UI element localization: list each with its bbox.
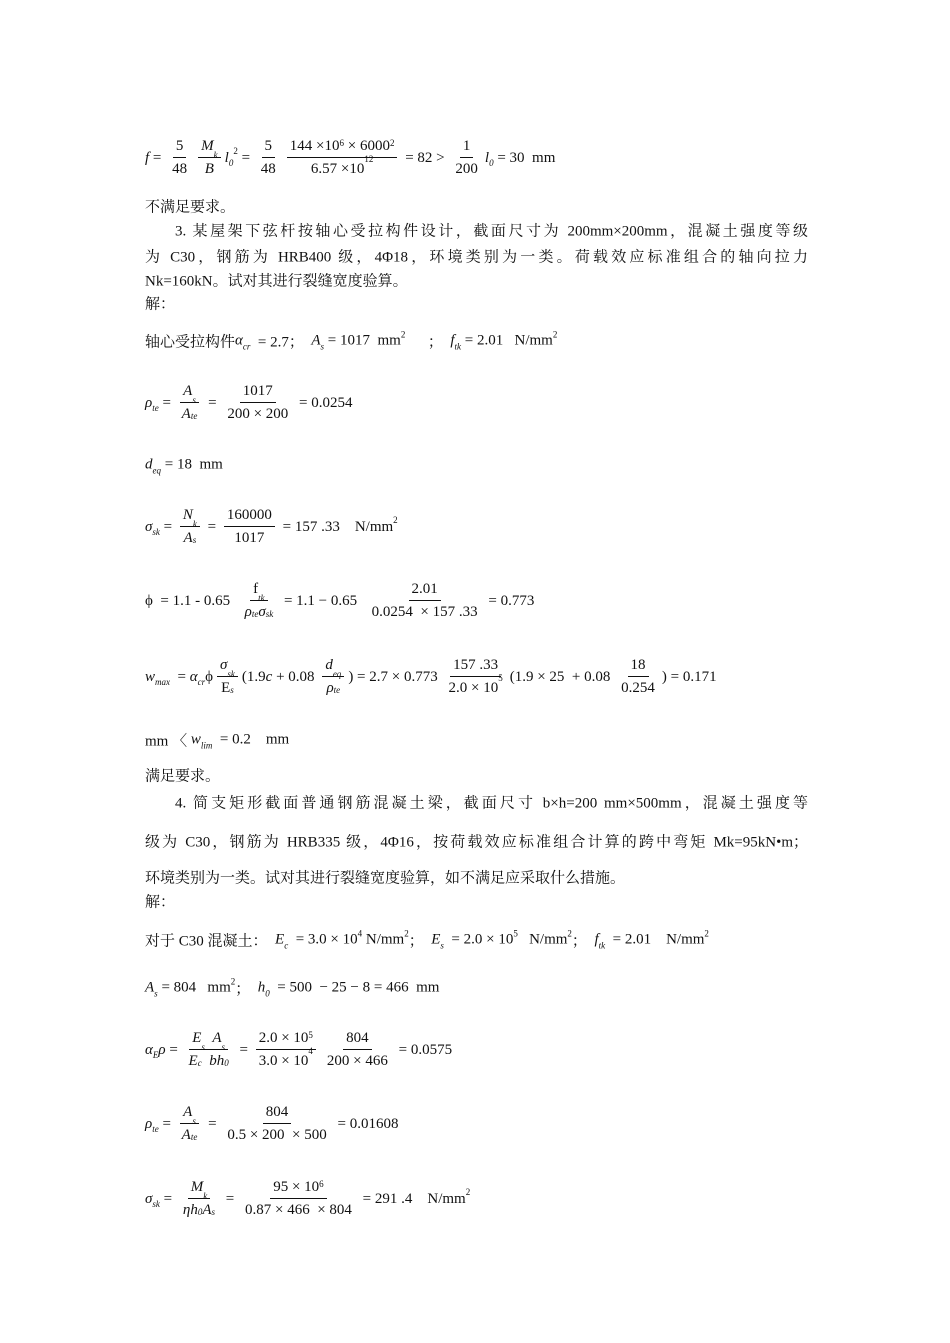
fraction-numerator bbox=[250, 581, 268, 601]
fraction-denominator bbox=[186, 1050, 232, 1070]
math-text: 95 × 10 bbox=[273, 1179, 320, 1195]
math-text: = bbox=[165, 1041, 182, 1058]
fraction-numerator bbox=[217, 657, 238, 677]
math-subscript: 0 bbox=[265, 988, 270, 998]
math-text: 轴心受拉构件 bbox=[145, 334, 236, 351]
formula-line bbox=[145, 930, 709, 951]
math-superscript: 2 bbox=[465, 1187, 471, 1197]
math-superscript: 4 bbox=[308, 1046, 313, 1056]
math-text: = 82 > bbox=[401, 149, 449, 166]
math-subscript: te bbox=[152, 403, 159, 413]
math-text: = bbox=[237, 149, 254, 166]
math-variable: A bbox=[202, 1202, 212, 1218]
math-variable: ρ bbox=[326, 680, 334, 696]
fraction-denominator bbox=[445, 673, 505, 697]
math-subscript: k bbox=[213, 150, 218, 160]
fraction-denominator bbox=[324, 1050, 391, 1070]
math-text: mm 〈 bbox=[145, 733, 191, 750]
math-variable: A bbox=[145, 979, 155, 996]
math-text: 157 .33 bbox=[453, 657, 499, 673]
math-text: 5 bbox=[175, 138, 184, 154]
math-text: 200 bbox=[455, 161, 478, 177]
fraction-denominator bbox=[242, 1199, 355, 1219]
math-variable: ρ bbox=[145, 394, 153, 411]
math-superscript: 4 bbox=[357, 928, 363, 938]
math-text: = 3.0 × 10 bbox=[288, 931, 358, 948]
math-subscript: te bbox=[190, 1132, 198, 1142]
math-subscript: cr bbox=[242, 341, 251, 351]
math-fraction bbox=[224, 383, 291, 423]
text-paragraph-line: 3. 某屋架下弦杆按轴心受拉构件设计，截面尺寸为 200mm×200mm，混凝土强度等级 bbox=[175, 223, 808, 240]
math-fraction bbox=[618, 657, 658, 697]
fraction-denominator bbox=[308, 154, 376, 178]
math-subscript: sk bbox=[152, 527, 160, 537]
fraction-numerator bbox=[409, 581, 441, 601]
math-subscript: te bbox=[333, 685, 341, 695]
math-text: E bbox=[221, 680, 231, 696]
math-superscript: 2 bbox=[230, 976, 236, 986]
math-subscript: tk bbox=[258, 593, 265, 603]
math-superscript: 2 bbox=[404, 928, 409, 938]
math-variable: σ bbox=[145, 518, 153, 535]
math-text: = 0.773 bbox=[484, 592, 535, 609]
math-variable: f bbox=[145, 149, 150, 166]
formula-line bbox=[145, 1030, 452, 1070]
fraction-denominator bbox=[242, 601, 277, 621]
formula-line bbox=[145, 331, 557, 352]
math-variable: E bbox=[275, 931, 285, 948]
math-text: ； bbox=[235, 981, 258, 998]
math-text: ； bbox=[571, 933, 595, 950]
formula-line bbox=[145, 1179, 470, 1219]
math-variable: ρ bbox=[158, 1041, 166, 1058]
math-superscript: 2 bbox=[389, 138, 395, 148]
text-paragraph-line: 环境类别为一类。试对其进行裂缝宽度验算，如不满足应采取什么措施。 bbox=[145, 870, 626, 887]
math-text: 6.57 ×10 bbox=[310, 161, 365, 177]
math-subscript: te bbox=[190, 411, 198, 421]
math-text: = bbox=[204, 394, 221, 411]
math-superscript: 6 bbox=[319, 1179, 324, 1189]
math-text: N/mm bbox=[517, 931, 568, 948]
math-text: 2.0 × 10 bbox=[258, 1030, 309, 1046]
math-superscript: 5 bbox=[513, 928, 518, 938]
fraction-denominator bbox=[452, 158, 481, 178]
math-text: 144 ×10 bbox=[289, 138, 340, 154]
math-text: = bbox=[203, 518, 220, 535]
fraction-numerator bbox=[343, 1030, 372, 1050]
math-subscript: te bbox=[251, 609, 259, 619]
math-fraction bbox=[242, 581, 277, 621]
math-variable: f bbox=[450, 332, 455, 349]
math-variable: A bbox=[311, 332, 321, 349]
math-variable: d bbox=[145, 456, 153, 473]
math-variable: σ bbox=[220, 657, 228, 673]
fraction-numerator bbox=[224, 507, 275, 527]
math-variable: A bbox=[183, 1104, 193, 1120]
math-subscript: s bbox=[230, 685, 234, 695]
math-text: 804 bbox=[265, 1104, 289, 1120]
math-text: 48 bbox=[172, 161, 188, 177]
math-fraction bbox=[258, 138, 279, 178]
math-subscript: k bbox=[192, 519, 197, 529]
fraction-numerator bbox=[322, 657, 344, 677]
math-text: 0.0254 × 157 .33 bbox=[371, 604, 478, 620]
math-subscript: sk bbox=[227, 669, 235, 679]
math-text: ) = 2.7 × 0.773 bbox=[348, 668, 442, 685]
math-fraction bbox=[324, 1030, 391, 1070]
fraction-numerator bbox=[256, 1030, 316, 1050]
math-superscript: 2 bbox=[704, 928, 709, 938]
math-variable: w bbox=[145, 668, 156, 685]
math-text: 804 bbox=[346, 1030, 369, 1046]
fraction-denominator bbox=[256, 1046, 316, 1070]
fraction-denominator bbox=[323, 677, 343, 697]
math-fraction bbox=[198, 138, 221, 178]
math-text: ϕ bbox=[205, 668, 214, 685]
math-subscript: 0 bbox=[228, 158, 234, 168]
math-subscript: tk bbox=[454, 341, 462, 351]
math-fraction bbox=[287, 138, 398, 178]
math-text: (1.9 bbox=[241, 668, 266, 685]
text-paragraph-line: 4. 简支矩形截面普通钢筋混凝土梁，截面尺寸 b×h=200 mm×500mm，混凝土强度等 bbox=[175, 795, 808, 812]
math-variable: w bbox=[190, 731, 201, 748]
fraction-numerator bbox=[188, 1179, 211, 1199]
math-variable: ρ bbox=[244, 604, 252, 620]
text-paragraph-line: 解： bbox=[145, 894, 176, 911]
math-subscript: sk bbox=[152, 1199, 160, 1209]
math-subscript: eq bbox=[332, 669, 342, 679]
math-text: = 0.0254 bbox=[295, 394, 353, 411]
math-subscript: sk bbox=[265, 609, 274, 619]
math-text: = 2.0 × 10 bbox=[443, 931, 514, 948]
math-variable: N bbox=[182, 507, 193, 523]
math-fraction bbox=[369, 581, 481, 621]
math-superscript: 2 bbox=[552, 329, 558, 339]
math-text: = bbox=[158, 1115, 175, 1132]
math-subscript: k bbox=[203, 1191, 208, 1201]
math-text: ； bbox=[408, 933, 432, 950]
math-superscript: 12 bbox=[364, 154, 374, 164]
math-subscript: s bbox=[192, 395, 196, 405]
math-variable: h bbox=[257, 979, 266, 996]
math-text: = 804 mm bbox=[157, 979, 231, 996]
math-text: 0.5 × 200 × 500 bbox=[227, 1127, 327, 1143]
math-subscript: s bbox=[154, 988, 158, 998]
math-text: = 1.1 − 0.65 bbox=[280, 592, 365, 609]
text-paragraph-line: 不满足要求。 bbox=[145, 199, 236, 216]
formula-line bbox=[145, 1104, 398, 1144]
math-superscript: 5 bbox=[308, 1030, 313, 1040]
text-paragraph-line: Nk=160kN。试对其进行裂缝宽度验算。 bbox=[145, 273, 408, 290]
math-subscript: s bbox=[201, 1042, 205, 1052]
math-text: = 2.7； bbox=[250, 334, 312, 351]
math-variable: α bbox=[145, 1041, 153, 1058]
formula-line bbox=[145, 507, 398, 547]
math-fraction bbox=[180, 507, 200, 547]
math-fraction bbox=[322, 657, 344, 697]
math-text: ϕ = 1.1 - 0.65 bbox=[145, 592, 238, 609]
math-subscript: c bbox=[197, 1058, 202, 1068]
math-text: = 2.01 N/mm bbox=[605, 931, 705, 948]
math-text: = 291 .4 N/mm bbox=[358, 1190, 466, 1207]
math-text: = 2.01 N/mm bbox=[461, 332, 553, 349]
math-text: 200 × 200 bbox=[227, 406, 289, 422]
math-superscript: 2 bbox=[567, 928, 572, 938]
math-superscript: 5 bbox=[498, 673, 503, 683]
math-subscript: 0 bbox=[197, 1207, 203, 1217]
math-variable: M bbox=[201, 138, 214, 154]
math-superscript: 2 bbox=[233, 146, 238, 156]
math-subscript: cr bbox=[197, 677, 206, 687]
fraction-denominator bbox=[258, 158, 279, 178]
math-text: 2.01 bbox=[411, 581, 438, 597]
math-subscript: max bbox=[155, 677, 171, 687]
math-fraction bbox=[186, 1030, 232, 1070]
formula-line bbox=[145, 581, 534, 621]
math-text: 48 bbox=[260, 161, 276, 177]
math-subscript: 0 bbox=[489, 158, 494, 168]
fraction-denominator bbox=[231, 527, 267, 547]
math-text: = 1017 mm bbox=[324, 332, 401, 349]
math-variable: A bbox=[183, 530, 193, 546]
formula-line bbox=[145, 457, 223, 474]
math-text bbox=[202, 1053, 210, 1070]
math-subscript: s bbox=[440, 940, 444, 950]
fraction-denominator bbox=[179, 403, 201, 423]
formula-line bbox=[145, 730, 289, 751]
math-superscript: 6 bbox=[339, 138, 344, 148]
math-subscript: s bbox=[320, 341, 325, 351]
math-text: 对于 C30 混凝土： bbox=[145, 933, 276, 950]
math-text: ； bbox=[405, 334, 451, 351]
math-text: 1017 bbox=[234, 530, 265, 546]
fraction-numerator bbox=[263, 1104, 292, 1124]
math-text: 3.0 × 10 bbox=[258, 1053, 309, 1069]
fraction-denominator bbox=[202, 158, 217, 178]
math-fraction bbox=[224, 507, 275, 547]
math-subscript: lim bbox=[200, 740, 213, 750]
fraction-numerator bbox=[262, 138, 276, 158]
math-variable: α bbox=[189, 668, 198, 685]
math-variable: bh bbox=[209, 1053, 225, 1069]
math-fraction bbox=[180, 1179, 218, 1219]
text-paragraph-line: 满足要求。 bbox=[145, 768, 221, 785]
math-variable: f bbox=[594, 931, 599, 948]
math-text: = 0.01608 bbox=[333, 1115, 399, 1132]
math-text: 200 × 466 bbox=[326, 1053, 388, 1069]
math-text: = 500 − 25 − 8 = 466 mm bbox=[269, 979, 440, 996]
fraction-numerator bbox=[180, 1104, 199, 1124]
fraction-denominator bbox=[169, 158, 190, 178]
math-superscript: 2 bbox=[400, 329, 406, 339]
math-text: ) = 0.171 bbox=[661, 668, 717, 685]
formula-line bbox=[145, 383, 353, 423]
fraction-denominator bbox=[181, 527, 200, 547]
math-fraction bbox=[452, 138, 481, 178]
math-variable: E bbox=[192, 1030, 202, 1046]
fraction-numerator bbox=[180, 383, 199, 403]
math-text: 1 bbox=[462, 138, 471, 154]
math-subscript: 0 bbox=[224, 1058, 229, 1068]
fraction-numerator bbox=[240, 383, 276, 403]
math-subscript: s bbox=[192, 535, 197, 545]
fraction-denominator bbox=[218, 677, 237, 697]
math-text: f bbox=[253, 581, 259, 597]
math-text: = bbox=[235, 1041, 252, 1058]
fraction-denominator bbox=[224, 1124, 329, 1144]
math-subscript: s bbox=[211, 1207, 216, 1217]
math-text: = bbox=[149, 149, 166, 166]
math-variable: E bbox=[188, 1053, 198, 1069]
fraction-numerator bbox=[460, 138, 474, 158]
math-fraction bbox=[179, 1104, 201, 1144]
math-text: = 0.0575 bbox=[394, 1041, 453, 1058]
formula-line bbox=[145, 978, 439, 999]
math-subscript: eq bbox=[152, 465, 161, 475]
math-subscript: E bbox=[152, 1050, 159, 1060]
math-fraction bbox=[217, 657, 238, 697]
math-text: = bbox=[222, 1190, 238, 1207]
math-text: = bbox=[158, 394, 175, 411]
math-variable: ηh bbox=[182, 1202, 198, 1218]
fraction-denominator bbox=[180, 1199, 218, 1219]
math-fraction bbox=[445, 657, 505, 697]
math-text: = bbox=[170, 668, 190, 685]
fraction-numerator bbox=[173, 138, 187, 158]
math-subscript: c bbox=[284, 940, 289, 950]
math-text: = 18 mm bbox=[161, 456, 223, 473]
math-variable: d bbox=[325, 657, 333, 673]
math-text: = bbox=[159, 1190, 176, 1207]
math-variable: A bbox=[181, 406, 191, 422]
fraction-numerator bbox=[628, 657, 649, 677]
math-superscript: 2 bbox=[393, 515, 398, 525]
fraction-numerator bbox=[198, 138, 221, 158]
math-text: 5 bbox=[264, 138, 273, 154]
math-variable: A bbox=[181, 1127, 191, 1143]
math-text: = 0.2 mm bbox=[212, 731, 290, 748]
math-subscript: s bbox=[221, 1042, 226, 1052]
formula-line bbox=[145, 138, 555, 178]
math-subscript: tk bbox=[598, 940, 606, 950]
math-variable: M bbox=[190, 1179, 204, 1195]
fraction-numerator bbox=[189, 1030, 228, 1050]
math-variable: σ bbox=[258, 604, 266, 620]
fraction-numerator bbox=[270, 1179, 326, 1199]
math-text: = 157 .33 N/mm bbox=[278, 518, 394, 535]
math-text: + 0.08 bbox=[272, 668, 319, 685]
math-text: 18 bbox=[630, 657, 646, 673]
math-fraction bbox=[169, 138, 190, 178]
math-text: = 30 mm bbox=[493, 149, 556, 166]
fraction-numerator bbox=[450, 657, 501, 677]
math-variable: σ bbox=[145, 1190, 153, 1207]
text-paragraph-line: 为 C30，钢筋为 HRB400 级，4Φ18，环境类别为一类。荷载效应标准组合的轴向拉力 bbox=[145, 249, 808, 266]
math-variable: A bbox=[183, 383, 193, 399]
text-paragraph-line: 级为 C30，钢筋为 HRB335 级，4Φ16，按荷载效应标准组合计算的跨中弯矩 Mk=95kN•m； bbox=[145, 834, 808, 851]
math-variable: B bbox=[204, 161, 214, 177]
math-text: 0.254 bbox=[621, 680, 655, 696]
math-fraction bbox=[179, 383, 201, 423]
math-fraction bbox=[256, 1030, 316, 1070]
text-paragraph-line: 解： bbox=[145, 296, 176, 313]
math-variable: c bbox=[265, 668, 273, 685]
math-variable: l bbox=[224, 149, 229, 166]
math-variable: ρ bbox=[145, 1115, 153, 1132]
math-subscript: te bbox=[152, 1124, 159, 1134]
math-fraction bbox=[242, 1179, 355, 1219]
fraction-denominator bbox=[369, 601, 481, 621]
fraction-denominator bbox=[618, 677, 658, 697]
math-variable: A bbox=[212, 1030, 222, 1046]
math-text: 0.87 × 466 × 804 bbox=[244, 1202, 352, 1218]
math-text: = bbox=[159, 518, 176, 535]
math-text: × 6000 bbox=[344, 138, 390, 154]
math-text: = bbox=[204, 1115, 221, 1132]
formula-line bbox=[145, 657, 717, 697]
math-variable: α bbox=[235, 332, 243, 349]
fraction-denominator bbox=[179, 1124, 201, 1144]
math-text: 1017 bbox=[242, 383, 273, 399]
math-variable: E bbox=[431, 931, 441, 948]
math-text: (1.9 × 25 + 0.08 bbox=[509, 668, 615, 685]
math-variable: l bbox=[484, 149, 490, 166]
fraction-numerator bbox=[180, 507, 200, 527]
math-text: 160000 bbox=[226, 507, 272, 523]
fraction-denominator bbox=[224, 403, 291, 423]
math-fraction bbox=[224, 1104, 329, 1144]
math-text: 2.0 × 10 bbox=[448, 680, 499, 696]
math-subscript: s bbox=[192, 1116, 196, 1126]
fraction-numerator bbox=[287, 138, 398, 158]
math-text: N/mm bbox=[362, 931, 405, 948]
